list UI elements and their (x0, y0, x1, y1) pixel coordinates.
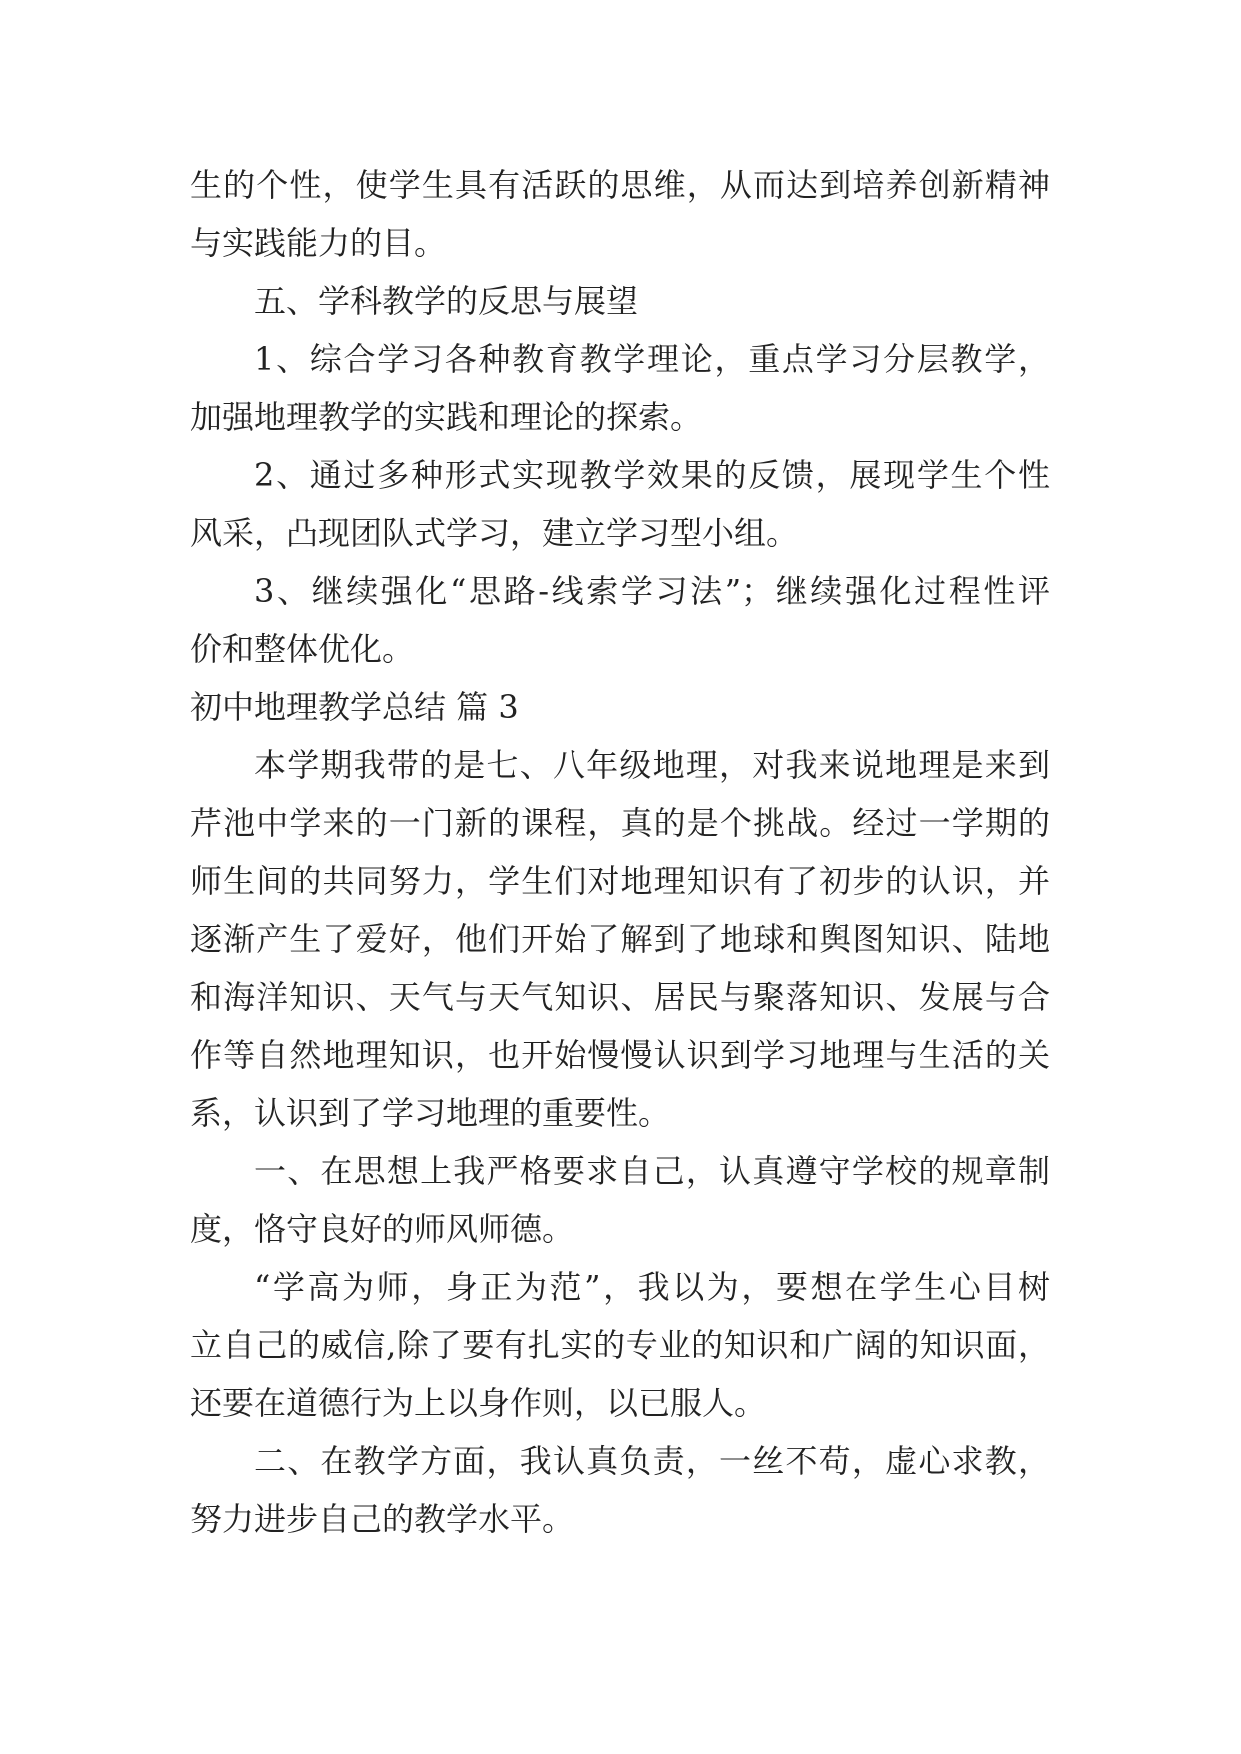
text-line: 努力进步自己的教学水平。 (190, 1500, 575, 1538)
text-line: 价和整体优化。 (190, 630, 415, 668)
section-heading: 一、在思想上我严格要求自己，认真遵守学校的规章制 (254, 1152, 1050, 1190)
text-line: 还要在道德行为上以身作则，以已服人。 (190, 1384, 767, 1422)
section-heading: 五、学科教学的反思与展望 (254, 282, 639, 320)
text-line: “学高为师，身正为范”，我以为，要想在学生心目树 (254, 1268, 1050, 1306)
text-line: 逐渐产生了爱好，他们开始了解到了地球和舆图知识、陆地 (190, 920, 1050, 958)
text-line: 与实践能力的目。 (190, 224, 447, 262)
text-line: 加强地理教学的实践和理论的探索。 (190, 398, 703, 436)
article-heading: 初中地理教学总结 篇 3 (190, 688, 519, 726)
text-line: 芹池中学来的一门新的课程，真的是个挑战。经过一学期的 (190, 804, 1050, 842)
text-line: 生的个性，使学生具有活跃的思维，从而达到培养创新精神 (190, 166, 1050, 204)
text-line: 作等自然地理知识，也开始慢慢认识到学习地理与生活的关 (190, 1036, 1050, 1074)
text-line: 系，认识到了学习地理的重要性。 (190, 1094, 671, 1132)
text-line: 立自己的威信,除了要有扎实的专业的知识和广阔的知识面， (190, 1326, 1050, 1364)
text-line: 3、继续强化“思路-线索学习法”；继续强化过程性评 (254, 572, 1050, 610)
text-line: 和海洋知识、天气与天气知识、居民与聚落知识、发展与合 (190, 978, 1050, 1016)
section-heading: 二、在教学方面，我认真负责，一丝不苟，虚心求教， (254, 1442, 1050, 1480)
text-line: 度，恪守良好的师风师德。 (190, 1210, 575, 1248)
text-line: 1、综合学习各种教育教学理论，重点学习分层教学， (254, 340, 1050, 378)
text-line: 风采，凸现团队式学习，建立学习型小组。 (190, 514, 799, 552)
text-line: 本学期我带的是七、八年级地理，对我来说地理是来到 (254, 746, 1050, 784)
text-line: 师生间的共同努力，学生们对地理知识有了初步的认识，并 (190, 862, 1050, 900)
text-line: 2、通过多种形式实现教学效果的反馈，展现学生个性 (254, 456, 1050, 494)
